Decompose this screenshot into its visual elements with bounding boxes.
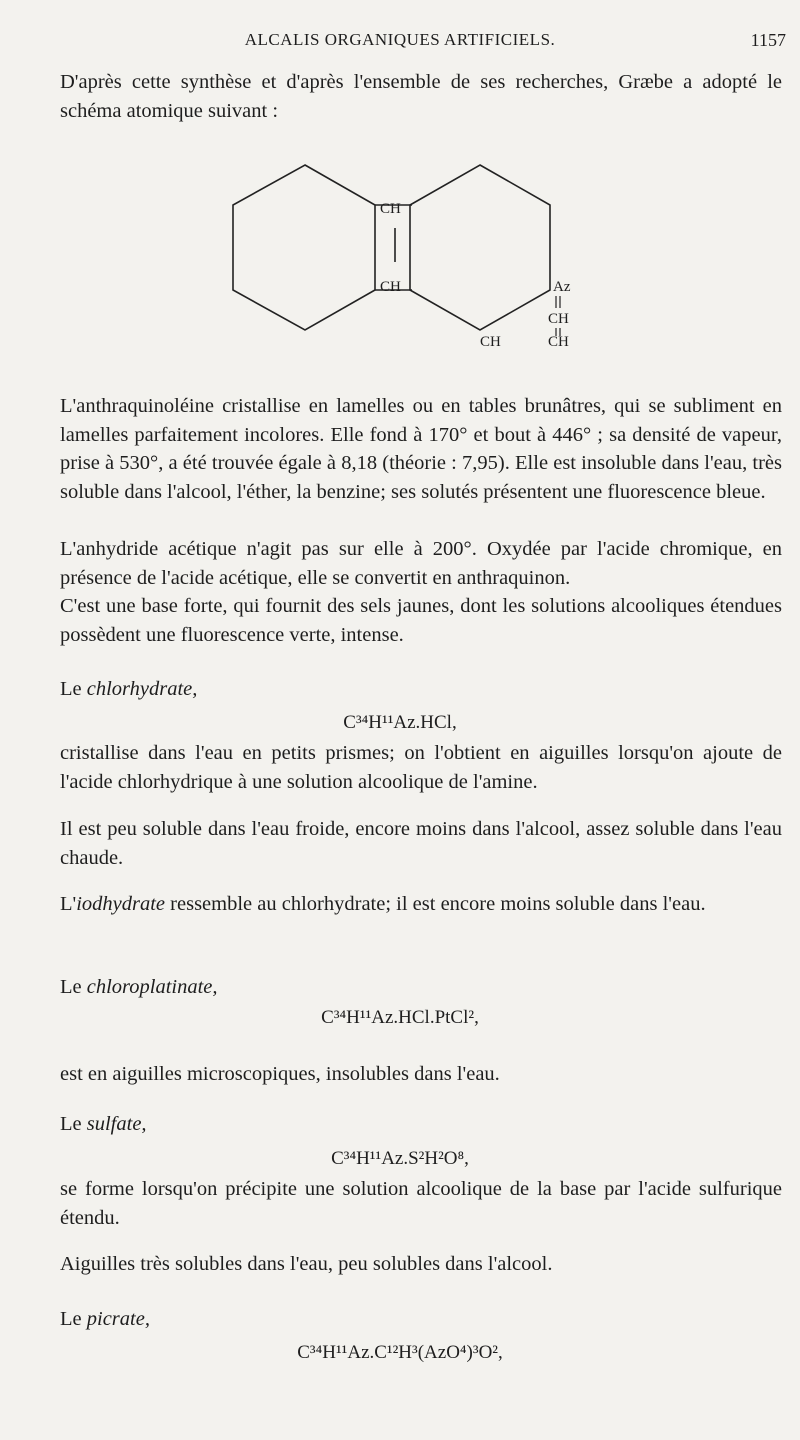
diagram-label-ch-bottom-left: CH <box>480 334 501 350</box>
chloroplatinate-description: est en aiguilles microscopiques, insolubles dans l'eau. <box>60 1063 500 1085</box>
right-pyridine-ring <box>410 165 550 330</box>
picrate-heading: Le picrate, <box>60 1308 150 1330</box>
diagram-label-ch-bottom-right: CH <box>548 334 569 350</box>
paragraph-properties: L'anthraquinoléine cristallise en lamelles ou en tables brunâtres, qui se subliment en lamelles parfaitement incolores. Elle fond à 170° et bout à 446° ; sa densité de vapeur, prise à 530°, a été trouvée égale à 8,18 (théorie : 7,95). Elle est insoluble dans l'eau, très soluble dans l'alcool, l'éther, la benzine; ses solutés présentent une fluorescence bleue. <box>60 395 782 503</box>
picrate-formula: C³⁴H¹¹Az.C¹²H³(AzO⁴)³O², <box>297 1342 503 1363</box>
sulfate-formula: C³⁴H¹¹Az.S²H²O⁸, <box>331 1148 469 1169</box>
intro-paragraph: D'après cette synthèse et d'après l'ensemble de ses recherches, Græbe a adopté le schéma atomique suivant : <box>60 71 782 122</box>
paragraph-oxidation: L'anhydride acétique n'agit pas sur elle à 200°. Oxydée par l'acide chromique, en présence de l'acide acétique, elle se convertit en anthraquinon. <box>60 538 782 589</box>
chlorhydrate-formula: C³⁴H¹¹Az.HCl, <box>343 712 457 733</box>
page-number: 1157 <box>750 30 786 50</box>
paragraph-base: C'est une base forte, qui fournit des sels jaunes, dont les solutions alcooliques étendues possèdent une fluorescence verte, intense. <box>60 595 782 646</box>
sulfate-description: se forme lorsqu'on précipite une solution alcoolique de la base par l'acide sulfurique étendu. <box>60 1178 782 1229</box>
sulfate-heading: Le sulfate, <box>60 1113 147 1135</box>
diagram-label-ch-right: CH <box>548 311 569 327</box>
diagram-label-az: Az <box>553 279 571 295</box>
chloroplatinate-heading: Le chloroplatinate, <box>60 976 218 998</box>
chlorhydrate-description: cristallise dans l'eau en petits prismes; on l'obtient en aiguilles lorsqu'on ajoute de l'acide chlorhydrique à une solution alcoolique de l'amine. <box>60 742 782 793</box>
chlorhydrate-heading: Le chlorhydrate, <box>60 678 198 700</box>
sulfate-solubility: Aiguilles très solubles dans l'eau, peu solubles dans l'alcool. <box>60 1253 553 1275</box>
diagram-label-ch-top: CH <box>380 201 401 217</box>
anthraquinoline-structure-diagram <box>0 150 800 365</box>
chloroplatinate-formula: C³⁴H¹¹Az.HCl.PtCl², <box>321 1007 479 1028</box>
chlorhydrate-solubility: Il est peu soluble dans l'eau froide, encore moins dans l'alcool, assez soluble dans l'eau chaude. <box>60 818 782 869</box>
page-header <box>0 30 800 56</box>
iodhydrate-paragraph: L'iodhydrate ressemble au chlorhydrate; il est encore moins soluble dans l'eau. <box>60 893 706 915</box>
left-benzene-ring <box>233 165 375 330</box>
running-title: ALCALIS ORGANIQUES ARTIFICIELS. <box>244 30 556 49</box>
diagram-label-ch-mid: CH <box>380 279 401 295</box>
